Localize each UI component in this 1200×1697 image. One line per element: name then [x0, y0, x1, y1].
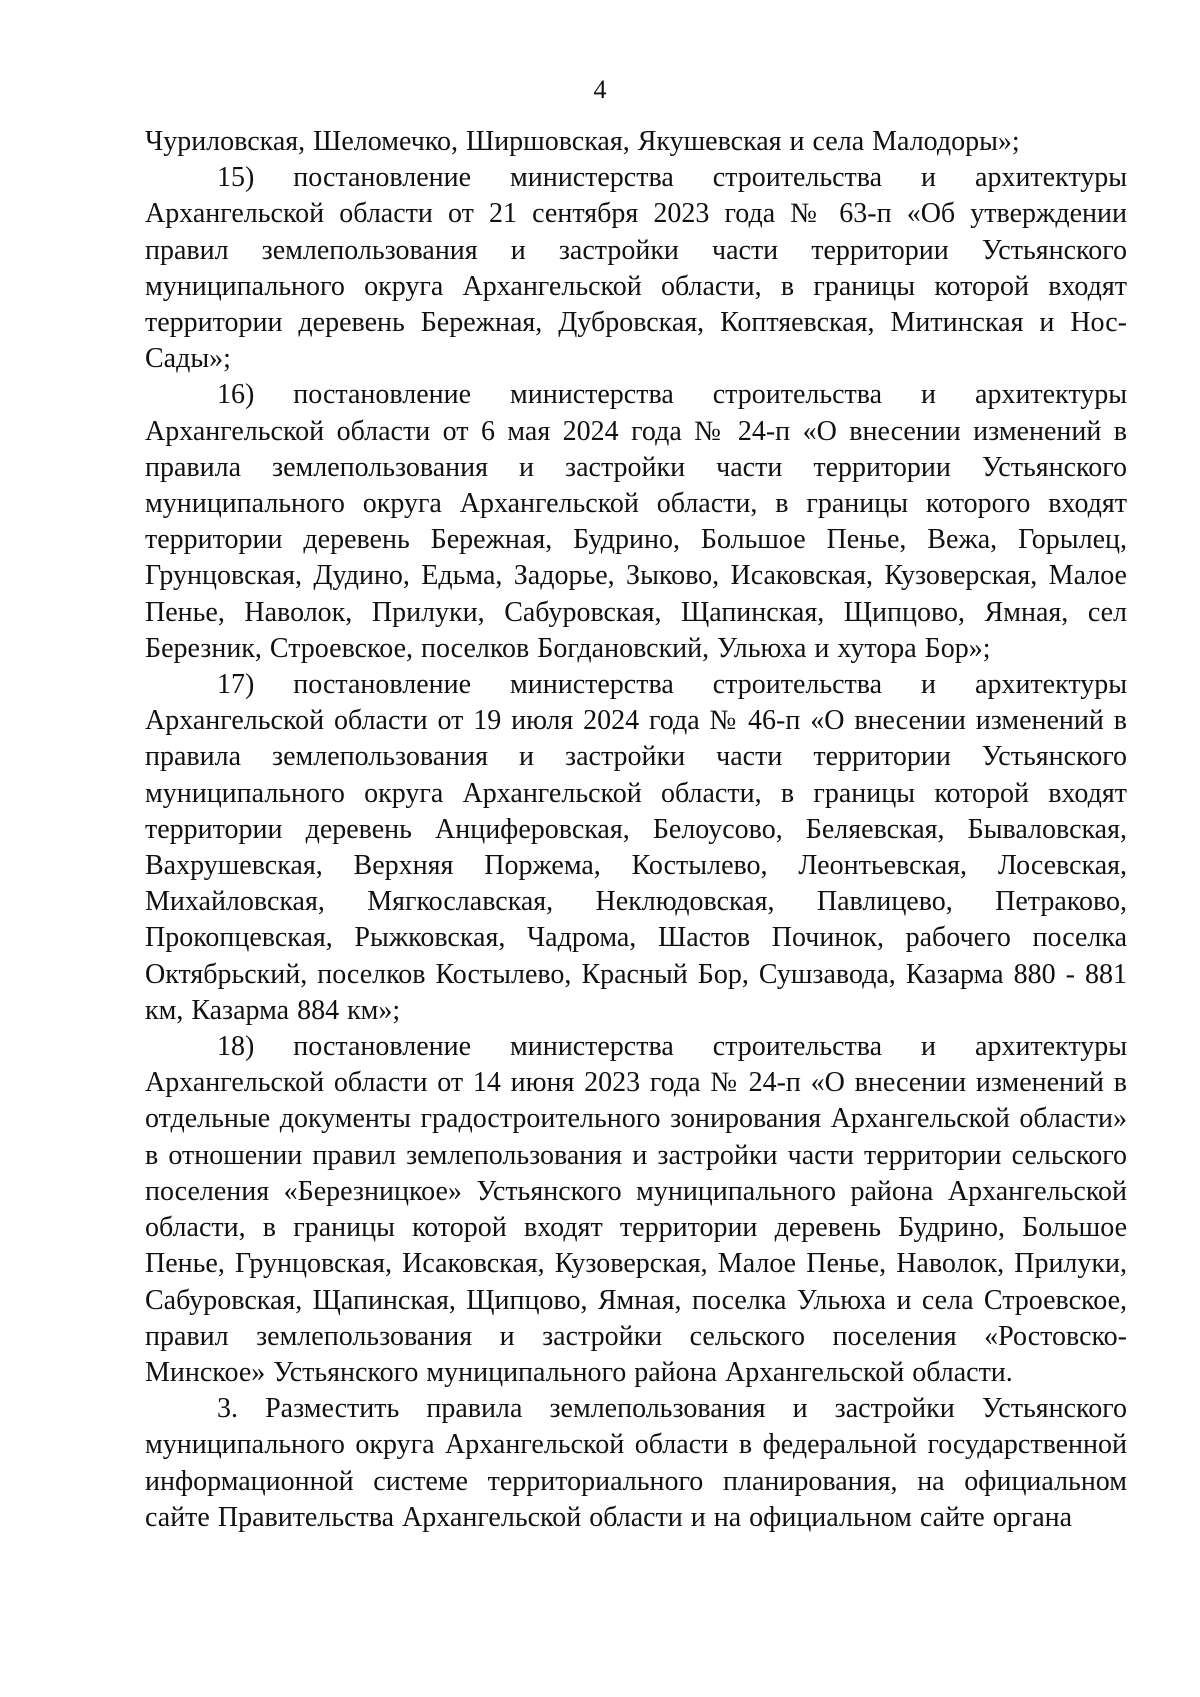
page-number: 4	[593, 75, 607, 104]
paragraph-item-18: 18) постановление министерства строительства и архитектуры Архангельской области от 14 июня 2023 года № 24-п «О внесении изменений в отдельные документы градостроительного зонирования Архангельской области» в отношении правил землепользования и застройки части территории сельского поселения «Березницкое» Устьянского муниципального района Архангельской области, в границы которой входят территории деревень Будрино, Большое Пенье, Грунцовская, Исаковская, Кузоверская, Малое Пенье, Наволок, Прилуки, Сабуровская, Щапинская, Щипцово, Ямная, поселка Ульюха и села Строевское, правил землепользования и застройки сельского поселения «Ростовско-Минское» Устьянского муниципального района Архангельской области.	[145, 1031, 1127, 1388]
paragraph-continuation: Чуриловская, Шеломечко, Ширшовская, Якушевская и села Малодоры»;	[145, 126, 1020, 157]
paragraph-item-15: 15) постановление министерства строительства и архитектуры Архангельской области от 21 сентября 2023 года № 63-п «Об утверждении правил землепользования и застройки части территории Устьянского муниципального округа Архангельской области, в границы которой входят территории деревень Бережная, Дубровская, Коптяевская, Митинская и Нос- Сады»;	[145, 162, 1127, 375]
paragraph-item-16: 16) постановление министерства строительства и архитектуры Архангельской области от 6 мая 2024 года № 24-п «О внесении изменений в правила землепользования и застройки части территории Устьянского муниципального округа Архангельской области, в границы которого входят территории деревень Бережная, Будрино, Большое Пенье, Вежа, Горылец, Грунцовская, Дудино, Едьма, Задорье, Зыково, Исаковская, Кузоверская, Малое Пенье, Наволок, Прилуки, Сабуровская, Щапинская, Щипцово, Ямная, сел Березник, Строевское, поселков Богдановский, Ульюха и хутора Бор»;	[145, 379, 1127, 664]
paragraph-section-3: 3. Разместить правила землепользования и застройки Устьянского муниципального округа Архангельской области в федеральной государственной информационной системе территориального планирования, на официальном сайте Правительства Архангельской области и на официальном сайте органа	[145, 1393, 1127, 1533]
paragraph-item-17: 17) постановление министерства строительства и архитектуры Архангельской области от 19 июля 2024 года № 46-п «О внесении изменений в правила землепользования и застройки части территории Устьянского муниципального округа Архангельской области, в границы которой входят территории деревень Анциферовская, Белоусово, Беляевская, Бываловская, Вахрушевская, Верхняя Поржема, Костылево, Леонтьевская, Лосевская, Михайловская, Мягкославская, Неклюдовская, Павлицево, Петраково, Прокопцевская, Рыжковская, Чадрома, Шастов Починок, рабочего поселка Октябрьский, поселков Костылево, Красный Бор, Сушзавода, Казарма 880 - 881 км, Казарма 884 км»;	[145, 669, 1127, 1026]
document-body	[145, 124, 1127, 1536]
